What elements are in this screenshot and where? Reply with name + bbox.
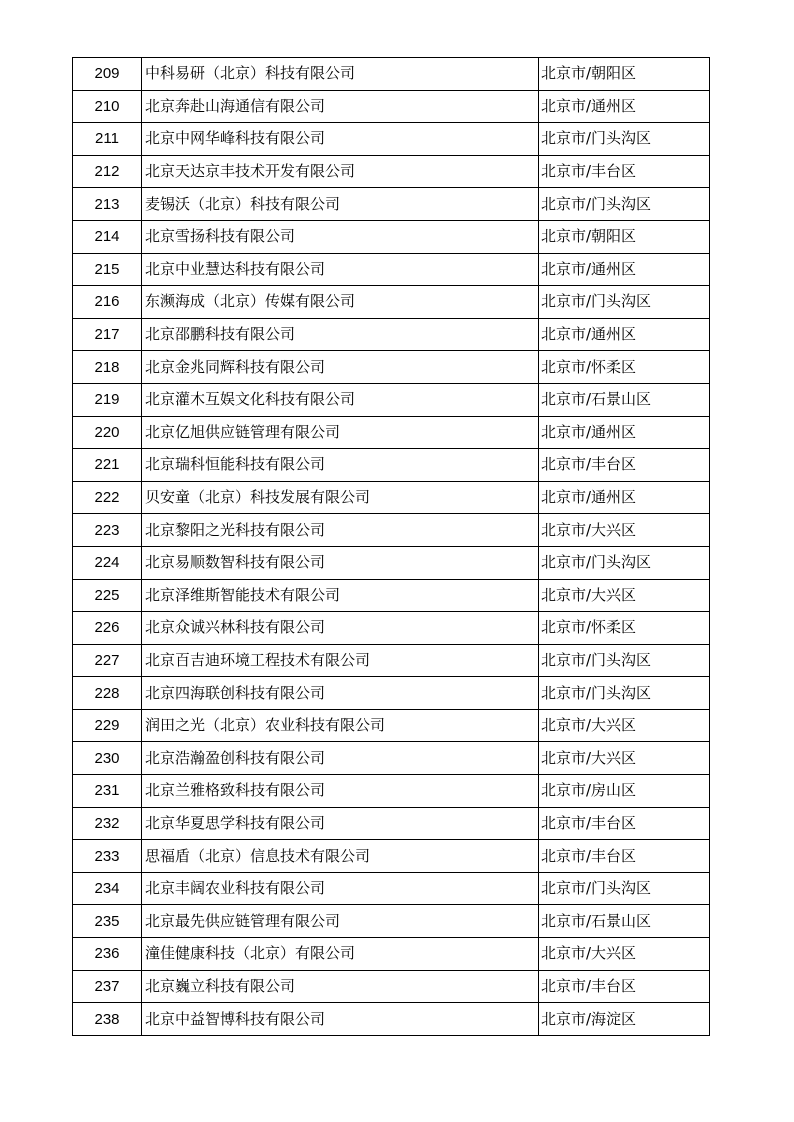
row-number-cell: 224 [73, 546, 142, 579]
row-number-cell: 210 [73, 90, 142, 123]
company-name-cell: 北京中益智博科技有限公司 [142, 1003, 539, 1036]
row-number-cell: 221 [73, 449, 142, 482]
district-cell: 北京市/门头沟区 [539, 677, 710, 710]
table-row [73, 872, 710, 905]
table-row [73, 579, 710, 612]
company-name-cell: 北京瑞科恒能科技有限公司 [142, 449, 539, 482]
row-number-cell: 215 [73, 253, 142, 286]
table-row [73, 155, 710, 188]
district-cell: 北京市/海淀区 [539, 1003, 710, 1036]
row-number-cell: 218 [73, 351, 142, 384]
row-number-cell: 223 [73, 514, 142, 547]
district-cell: 北京市/丰台区 [539, 807, 710, 840]
company-name-cell: 思福盾（北京）信息技术有限公司 [142, 840, 539, 873]
district-cell: 北京市/门头沟区 [539, 286, 710, 319]
company-name-cell: 北京四海联创科技有限公司 [142, 677, 539, 710]
district-cell: 北京市/通州区 [539, 90, 710, 123]
table-row [73, 677, 710, 710]
row-number-cell: 222 [73, 481, 142, 514]
row-number-cell: 216 [73, 286, 142, 319]
table-row [73, 514, 710, 547]
row-number-cell: 233 [73, 840, 142, 873]
company-name-cell: 北京泽维斯智能技术有限公司 [142, 579, 539, 612]
district-cell: 北京市/门头沟区 [539, 123, 710, 156]
table-row [73, 970, 710, 1003]
district-cell: 北京市/大兴区 [539, 579, 710, 612]
district-cell: 北京市/门头沟区 [539, 872, 710, 905]
table-row [73, 612, 710, 645]
company-name-cell: 潼佳健康科技（北京）有限公司 [142, 938, 539, 971]
row-number-cell: 219 [73, 383, 142, 416]
table-row [73, 416, 710, 449]
company-name-cell: 中科易研（北京）科技有限公司 [142, 58, 539, 91]
company-name-cell: 麦锡沃（北京）科技有限公司 [142, 188, 539, 221]
table-row [73, 449, 710, 482]
district-cell: 北京市/怀柔区 [539, 351, 710, 384]
company-name-cell: 润田之光（北京）农业科技有限公司 [142, 709, 539, 742]
company-name-cell: 北京邵鹏科技有限公司 [142, 318, 539, 351]
row-number-cell: 226 [73, 612, 142, 645]
district-cell: 北京市/朝阳区 [539, 220, 710, 253]
row-number-cell: 230 [73, 742, 142, 775]
company-name-cell: 北京中网华峰科技有限公司 [142, 123, 539, 156]
district-cell: 北京市/房山区 [539, 775, 710, 808]
table-row [73, 351, 710, 384]
table-body [73, 58, 710, 1036]
table-row [73, 318, 710, 351]
row-number-cell: 220 [73, 416, 142, 449]
company-name-cell: 北京亿旭供应链管理有限公司 [142, 416, 539, 449]
row-number-cell: 238 [73, 1003, 142, 1036]
company-name-cell: 东濒海成（北京）传媒有限公司 [142, 286, 539, 319]
row-number-cell: 232 [73, 807, 142, 840]
company-name-cell: 北京最先供应链管理有限公司 [142, 905, 539, 938]
table-row [73, 90, 710, 123]
row-number-cell: 214 [73, 220, 142, 253]
row-number-cell: 212 [73, 155, 142, 188]
table-row [73, 775, 710, 808]
table-row [73, 807, 710, 840]
company-name-cell: 北京兰雅格致科技有限公司 [142, 775, 539, 808]
district-cell: 北京市/通州区 [539, 481, 710, 514]
table-row [73, 905, 710, 938]
district-cell: 北京市/丰台区 [539, 840, 710, 873]
company-list-table [72, 57, 710, 1036]
row-number-cell: 234 [73, 872, 142, 905]
district-cell: 北京市/通州区 [539, 416, 710, 449]
company-name-cell: 北京华夏思学科技有限公司 [142, 807, 539, 840]
table-row [73, 481, 710, 514]
row-number-cell: 229 [73, 709, 142, 742]
table-row [73, 58, 710, 91]
row-number-cell: 209 [73, 58, 142, 91]
row-number-cell: 213 [73, 188, 142, 221]
table-row [73, 742, 710, 775]
company-name-cell: 北京中业慧达科技有限公司 [142, 253, 539, 286]
district-cell: 北京市/石景山区 [539, 383, 710, 416]
company-name-cell: 北京黎阳之光科技有限公司 [142, 514, 539, 547]
table-row [73, 644, 710, 677]
district-cell: 北京市/怀柔区 [539, 612, 710, 645]
district-cell: 北京市/通州区 [539, 318, 710, 351]
row-number-cell: 227 [73, 644, 142, 677]
row-number-cell: 225 [73, 579, 142, 612]
row-number-cell: 231 [73, 775, 142, 808]
company-name-cell: 北京天达京丰技术开发有限公司 [142, 155, 539, 188]
company-name-cell: 北京奔赴山海通信有限公司 [142, 90, 539, 123]
company-name-cell: 北京易顺数智科技有限公司 [142, 546, 539, 579]
row-number-cell: 237 [73, 970, 142, 1003]
company-name-cell: 贝安童（北京）科技发展有限公司 [142, 481, 539, 514]
district-cell: 北京市/门头沟区 [539, 546, 710, 579]
table-row [73, 938, 710, 971]
company-name-cell: 北京丰阔农业科技有限公司 [142, 872, 539, 905]
table-row [73, 383, 710, 416]
district-cell: 北京市/丰台区 [539, 970, 710, 1003]
table-row [73, 1003, 710, 1036]
district-cell: 北京市/门头沟区 [539, 188, 710, 221]
table-row [73, 188, 710, 221]
district-cell: 北京市/大兴区 [539, 514, 710, 547]
company-name-cell: 北京灌木互娱文化科技有限公司 [142, 383, 539, 416]
company-name-cell: 北京百吉迪环境工程技术有限公司 [142, 644, 539, 677]
row-number-cell: 228 [73, 677, 142, 710]
district-cell: 北京市/门头沟区 [539, 644, 710, 677]
table-row [73, 220, 710, 253]
company-name-cell: 北京浩瀚盈创科技有限公司 [142, 742, 539, 775]
company-name-cell: 北京金兆同辉科技有限公司 [142, 351, 539, 384]
company-name-cell: 北京雪扬科技有限公司 [142, 220, 539, 253]
row-number-cell: 217 [73, 318, 142, 351]
table-row [73, 123, 710, 156]
table-row [73, 286, 710, 319]
company-name-cell: 北京众诚兴林科技有限公司 [142, 612, 539, 645]
table-row [73, 546, 710, 579]
row-number-cell: 236 [73, 938, 142, 971]
district-cell: 北京市/大兴区 [539, 938, 710, 971]
district-cell: 北京市/通州区 [539, 253, 710, 286]
district-cell: 北京市/朝阳区 [539, 58, 710, 91]
row-number-cell: 235 [73, 905, 142, 938]
district-cell: 北京市/丰台区 [539, 449, 710, 482]
table-row [73, 840, 710, 873]
district-cell: 北京市/石景山区 [539, 905, 710, 938]
district-cell: 北京市/大兴区 [539, 709, 710, 742]
district-cell: 北京市/大兴区 [539, 742, 710, 775]
district-cell: 北京市/丰台区 [539, 155, 710, 188]
table-row [73, 709, 710, 742]
row-number-cell: 211 [73, 123, 142, 156]
company-name-cell: 北京巍立科技有限公司 [142, 970, 539, 1003]
table-row [73, 253, 710, 286]
